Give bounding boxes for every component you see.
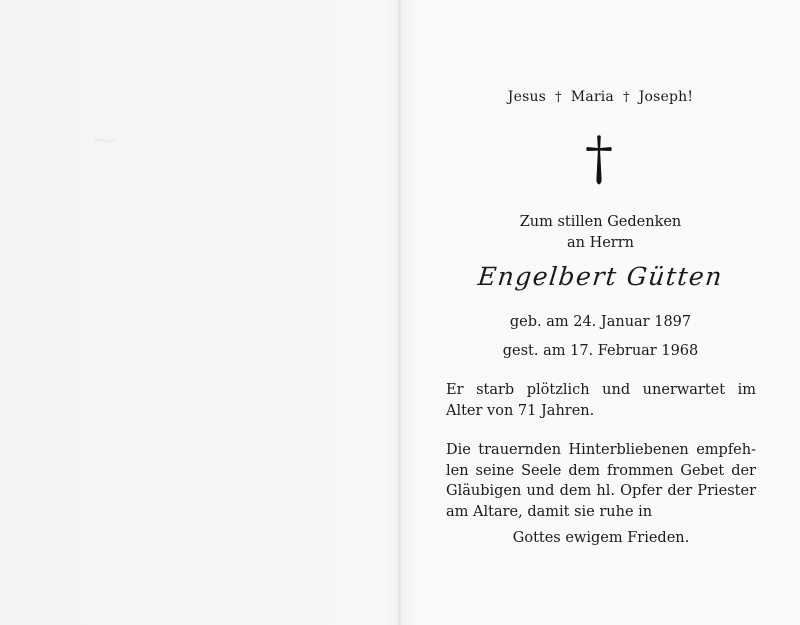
death-date: gest. am 17. Februar 1968 <box>502 343 699 359</box>
small-cross-icon: † <box>622 90 630 105</box>
show-through-texture <box>89 120 119 161</box>
left-panel-blank <box>0 0 398 625</box>
small-cross-icon: † <box>555 90 562 105</box>
heading-line-1: Zum stillen Gedenken <box>519 214 682 230</box>
prayer-line-4: am Altare, damit sie ruhe in <box>446 503 653 520</box>
invocation-maria: Maria <box>570 89 614 105</box>
prayer-line-3: Gläubigen und dem hl. Opfer der Priester <box>446 483 756 499</box>
heading-line-2: an Herrn <box>566 235 635 251</box>
prayer-line-1: Die trauernden Hinterbliebenen empfeh- <box>446 442 756 458</box>
invocation-joseph: Joseph! <box>638 89 694 105</box>
latin-cross-icon <box>584 134 614 186</box>
invocation-line <box>401 89 800 105</box>
invocation-jesus: Jesus <box>507 89 547 105</box>
prayer-line-5: Gottes ewigem Frieden. <box>512 530 690 546</box>
birth-date: geb. am 24. Januar 1897 <box>509 314 692 330</box>
prayer-paragraph <box>446 440 756 549</box>
death-note <box>446 380 756 421</box>
death-note-line-1: Er starb plötzlich und unerwartet im <box>446 382 756 398</box>
deceased-name: Engelbert Gütten <box>476 262 725 291</box>
death-note-line-2: Alter von 71 Jahren. <box>446 402 595 419</box>
prayer-line-2: len seine Seele dem frommen Gebet der <box>446 462 756 479</box>
right-panel <box>401 0 800 625</box>
